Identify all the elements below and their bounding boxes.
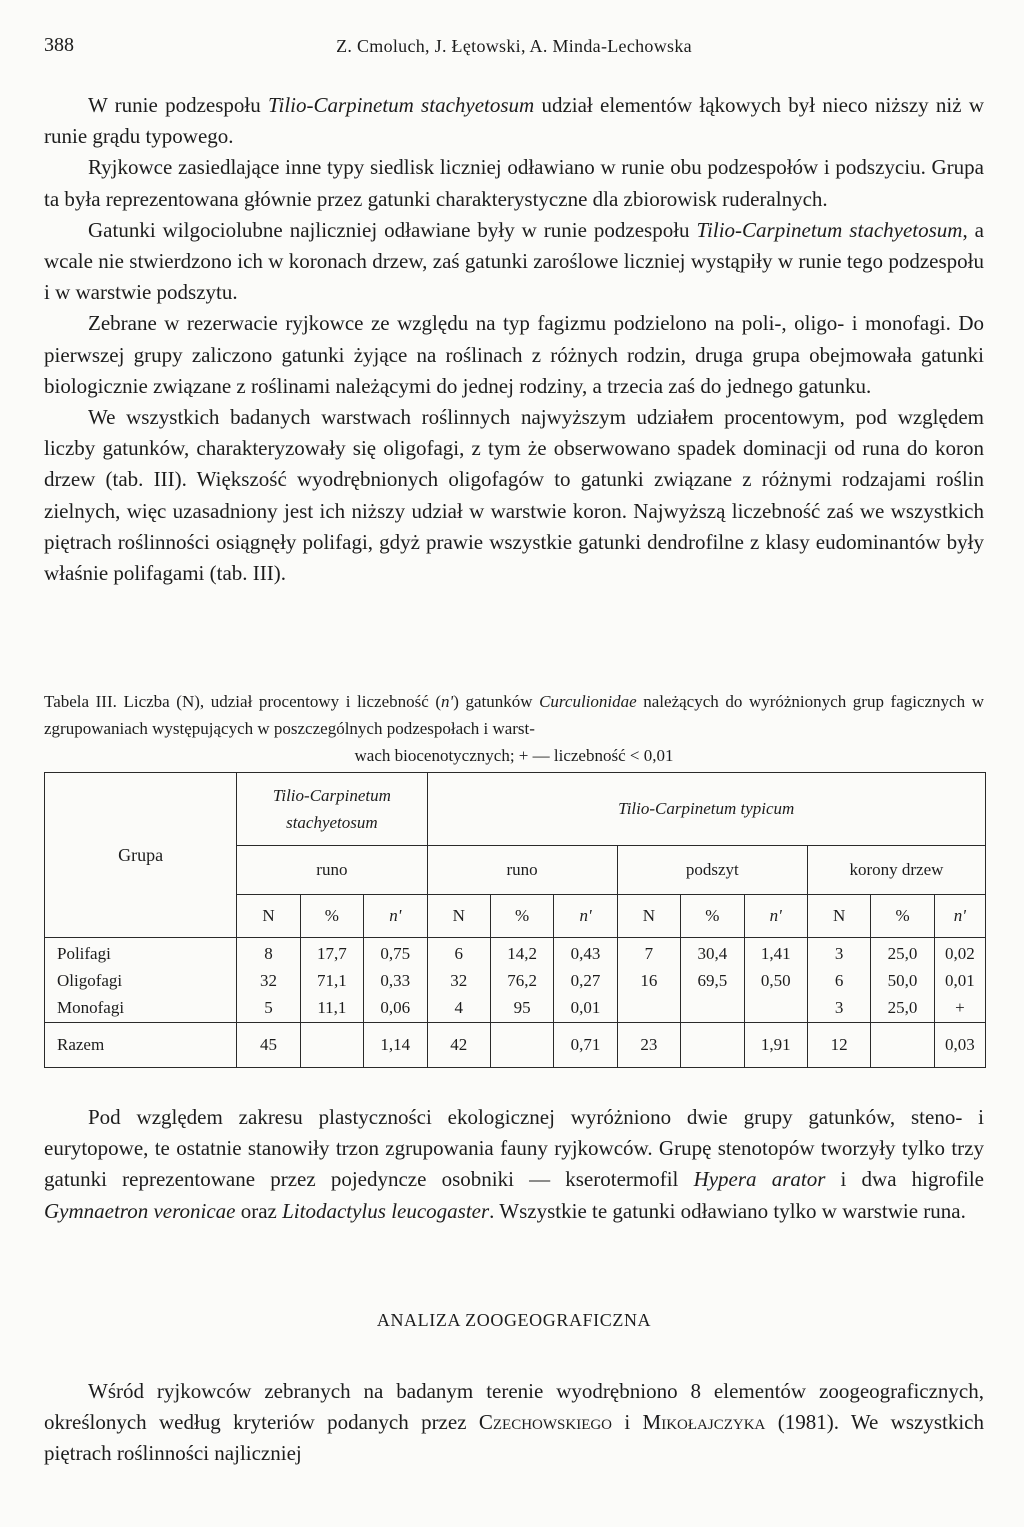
col-header: % <box>871 895 934 938</box>
text-run: Pod względem zakresu plastyczności ekologicznej wyróżniono dwie grupy gatunków, steno- i eurytopowe, te ostatnie stanowiły trzon zgrupowania fauny ryjkowców. Grupę stenotopów tworzyły tylko trzy gatunki reprezentowane przez pojedyncze osobniki — kserotermofil <box>44 1105 984 1192</box>
col-header: N <box>807 895 870 938</box>
text-block-2 <box>44 1102 984 1227</box>
col-header: N <box>237 895 300 938</box>
table-row-total <box>45 1023 986 1068</box>
layer-header: podszyt <box>617 846 807 895</box>
header-typicum <box>427 773 986 846</box>
table-caption <box>44 688 984 769</box>
table-cell: 0,02 0,01 + <box>934 938 985 1023</box>
caption-text: należących do wyróżnionych grup fagicznych w zgrupowaniach występujących w poszczególnych podzespołach i warst- <box>44 692 984 738</box>
text-block-3 <box>44 1376 984 1470</box>
page-header <box>44 34 984 62</box>
text-run: W runie podzespołu <box>88 93 268 117</box>
caption-text: ) gatunków <box>453 692 540 711</box>
col-header: % <box>300 895 363 938</box>
taxon-name: Hypera arator <box>693 1167 826 1192</box>
table-cell: 8 32 5 <box>237 938 300 1023</box>
group-label: Oligofagi <box>57 970 123 990</box>
paragraph: We wszystkich badanych warstwach roślinnych najwyższym udziałem procentowym, pod względem liczby gatunków, charakteryzowały się oligofagi, z tym że obserwowano spadek dominacji od runa do koron drzew (tab. III). Większość wyodrębnionych oligofagów to gatunki związane z różnymi rodzajami roślin zielnych, więc uzasadniony jest ich niższy udział w warstwie koron. Najwyższą liczebność zaś we wszystkich piętrach roślinności osiągnęły polifagi, gdyż prawie wszystkie gatunki dendrofilne z klasy eudominantów były właśnie polifagami (tab. III). <box>44 405 984 586</box>
table-cell <box>681 1023 744 1068</box>
table-cell: 42 <box>427 1023 490 1068</box>
table-cell: 23 <box>617 1023 680 1068</box>
col-symbol: n' <box>953 906 966 925</box>
col-header <box>554 895 617 938</box>
section-title: ANALIZA ZOOGEOGRAFICZNA <box>376 1310 652 1330</box>
layer-header: korony drzew <box>807 846 985 895</box>
taxon-name: Litodactylus leucogaster <box>282 1198 490 1223</box>
text-run: (1981). We wszystkich piętrach roślinności najliczniej <box>44 1410 985 1466</box>
author-name: Mikołajczyka <box>642 1410 766 1435</box>
table-cell: 7 16 <box>617 938 680 1023</box>
table-cell: 0,03 <box>934 1023 985 1068</box>
page-number: 388 <box>44 34 74 56</box>
col-header <box>744 895 807 938</box>
caption-text: Tabela III. Liczba (N), udział procentowy i liczebność ( <box>44 692 442 711</box>
table-cell: 1,41 0,50 <box>744 938 807 1023</box>
table-cell: 12 <box>807 1023 870 1068</box>
total-label: Razem <box>45 1023 237 1068</box>
taxon-name: Tilio-Carpinetum stachyetosum <box>267 93 535 117</box>
taxon-name: Gymnaetron veronicae <box>44 1198 236 1223</box>
table-cell: 17,7 71,1 11,1 <box>300 938 363 1023</box>
group-label: Polifagi <box>57 943 111 963</box>
paragraph <box>44 1102 984 1227</box>
layer-header: runo <box>237 846 427 895</box>
caption-symbol: n' <box>441 692 454 711</box>
text-run: Wśród ryjkowców zebranych na badanym terenie wyodrębniono 8 elementów zoogeograficznych, określonych według kryteriów podanych przez <box>44 1379 984 1435</box>
paragraph: Ryjkowce zasiedlające inne typy siedlisk liczniej odławiano w runie obu podzespołów i podszyciu. Grupa ta była reprezentowana głównie przez gatunki charakterystyczne dla zbiorowisk ruderalnych. <box>44 155 984 211</box>
header-stachyetosum <box>237 773 427 846</box>
text-run: Gatunki wilgociolubne najliczniej odławiane były w runie podzespołu <box>88 217 697 242</box>
table-cell: 30,4 69,5 <box>681 938 744 1023</box>
col-header <box>934 895 985 938</box>
col-header: % <box>681 895 744 938</box>
text-run: i <box>612 1410 643 1435</box>
table-cell: 45 <box>237 1023 300 1068</box>
table-cell <box>300 1023 363 1068</box>
text-run: udział elementów łąkowych był nieco niższy niż w runie grądu typowego. <box>44 93 984 149</box>
group-header: Grupa <box>45 773 237 938</box>
author-name: Czechowskiego <box>478 1410 613 1435</box>
taxon-name: Tilio-Carpinetum stachyetosum <box>696 217 963 242</box>
table-cell: 25,0 50,0 25,0 <box>871 938 934 1023</box>
table-cell: 1,14 <box>364 1023 427 1068</box>
taxon-name: Curculionidae <box>539 692 637 711</box>
text-run: . Wszystkie te gatunki odławiano tylko w warstwie runa. <box>489 1198 966 1223</box>
table-cell <box>490 1023 553 1068</box>
table-cell <box>871 1023 934 1068</box>
text-run: , a wcale nie stwierdzono ich w koronach drzew, zaś gatunki zaroślowe liczniej wystąpiły w runie tego podzespołu i w warstwie podszytu. <box>44 217 984 305</box>
col-header: N <box>617 895 680 938</box>
data-table <box>44 772 986 1068</box>
paragraph <box>44 90 984 152</box>
table-cell: 6 32 4 <box>427 938 490 1023</box>
col-symbol: n' <box>579 906 592 925</box>
table-cell: 3 6 3 <box>807 938 870 1023</box>
layer-header: runo <box>427 846 617 895</box>
table-cell: 1,91 <box>744 1023 807 1068</box>
col-symbol: n' <box>769 906 782 925</box>
text-run: i dwa higrofile <box>825 1167 984 1192</box>
paragraph: Zebrane w rezerwacie ryjkowce ze względu na typ fagizmu podzielono na poli-, oligo- i monofagi. Do pierwszej grupy zaliczono gatunki żyjące na roślinach z różnych rodzin, druga grupa obejmowała gatunki biologicznie związane z roślinami należącymi do jednej rodziny, a trzecia zaś do jednego gatunku. <box>44 311 984 398</box>
table-cell: 0,43 0,27 0,01 <box>554 938 617 1023</box>
running-title: Z. Cmoluch, J. Łętowski, A. Minda-Lechowska <box>336 36 692 56</box>
table-row <box>45 938 986 1023</box>
group-labels <box>45 938 237 1023</box>
table-cell: 0,71 <box>554 1023 617 1068</box>
paragraph <box>44 215 984 309</box>
col-header: N <box>427 895 490 938</box>
caption-text: wach biocenotycznych; + — liczebność < 0,01 <box>354 746 674 765</box>
table-cell: 0,75 0,33 0,06 <box>364 938 427 1023</box>
taxon-name: Tilio-Carpinetum typicum <box>618 799 795 818</box>
paragraph <box>44 1376 984 1470</box>
col-header <box>364 895 427 938</box>
table-cell: 14,2 76,2 95 <box>490 938 553 1023</box>
col-symbol: n' <box>389 906 402 925</box>
group-label: Monofagi <box>57 997 125 1017</box>
text-block-1 <box>44 90 984 589</box>
col-header: % <box>490 895 553 938</box>
text-run: oraz <box>235 1198 283 1223</box>
taxon-name: Tilio-Carpinetum <box>272 786 391 805</box>
taxon-name: stachyetosum <box>286 813 378 832</box>
